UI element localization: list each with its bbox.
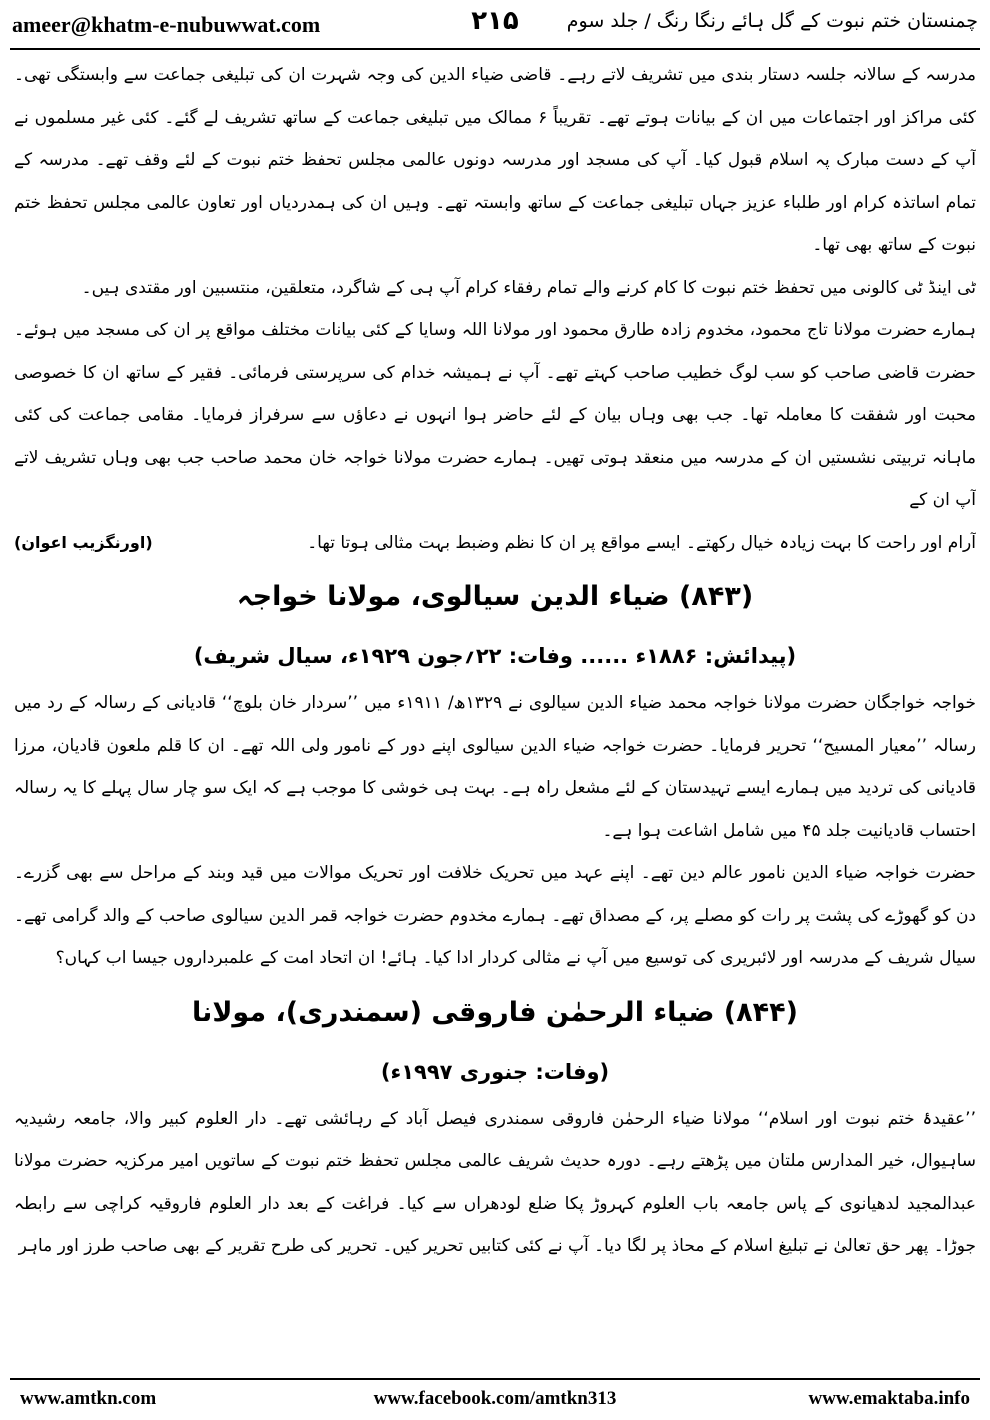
- page-header: [0, 0, 990, 50]
- footer-link-emaktaba[interactable]: www.emaktaba.info: [808, 1388, 970, 1409]
- entry-dates: (پیدائش: ۱۸۸۶ء ...... وفات: ۲۲؍جون ۱۹۲۹ء، سیال شریف): [193, 644, 797, 668]
- page-body: [14, 54, 976, 1374]
- closing-line-row: [14, 522, 976, 565]
- author-signature: (اورنگزیب اعوان): [14, 532, 153, 552]
- header-email: ameer@khatm-e-nubuwwat.com: [12, 12, 321, 37]
- paragraph: ’’عقیدۂ ختم نبوت اور اسلام‘‘ مولانا ضیاء الرحمٰن فاروقی سمندری فیصل آباد کے رہائشی تھے۔ دار العلوم کبیر والا، جامعہ رشیدیہ ساہیوال، خیر المدارس ملتان میں پڑھتے رہے۔ دورہ حدیث شریف عالمی مجلس تحفظ ختم نبوت کے ساتویں امیر مرکزیہ حضرت مولانا عبدالمجید لدھیانوی کے پاس جامعہ باب العلوم کہروڑ پکا ضلع لودھراں سے کیا۔ فراغت کے بعد دار العلوم فاروقیہ کراچی سے رابطہ جوڑا۔ پھر حق تعالیٰ نے تبلیغ اسلام کے محاذ پر لگا دیا۔ آپ نے کئی کتابیں تحریر کیں۔ تحریر کی طرح تقریر کے بھی صاحب طرز اور ماہر: [14, 1108, 976, 1256]
- paragraph: خواجہ خواجگان حضرت مولانا خواجہ محمد ضیاء الدین سیالوی نے ۱۳۲۹ھ/ ۱۹۱۱ء میں ’’سردار خان بلوچ‘‘ قادیانی کے رسالہ کے رد میں رسالہ ’’معیار المسیح‘‘ تحریر فرمایا۔ حضرت خواجہ ضیاء الدین سیالوی اپنے دور کے نامور ولی اللہ تھے۔ ان کا قلم ملعون قادیان، مرزا قادیانی کی تردید میں ہمارے ایسے تہیدستان کے لئے مشعل راہ ہے۔ بہت ہی خوشی کا موجب ہے کہ ایک سو چار سال پہلے کا یہ رسالہ احتساب قادیانیت جلد ۴۵ میں شامل اشاعت ہوا ہے۔: [14, 693, 976, 841]
- entry-heading: (۸۴۴) ضیاء الرحمٰن فاروقی (سمندری)، مولانا: [192, 996, 798, 1028]
- page-number: ۲۱۵: [471, 6, 519, 36]
- header-divider: [10, 48, 980, 50]
- page-footer: [0, 1384, 990, 1420]
- paragraph: ہمارے حضرت مولانا تاج محمود، مخدوم زادہ طارق محمود اور مولانا اللہ وسایا کے کئی بیانات مختلف مواقع پر ان کی مسجد میں ہوئے۔ حضرت قاضی صاحب کو سب لوگ خطیب صاحب کہتے تھے۔ آپ نے ہمیشہ خدام کی سرپرستی فرمائی۔ فقیر کے ساتھ ان کا خصوصی محبت اور شفقت کا معاملہ تھا۔ جب بھی وہاں بیان کے لئے حاضر ہوا انہوں نے دعاؤں سے سرفراز فرمایا۔ مقامی جماعت کی کئی ماہانہ تربیتی نشستیں ان کے مدرسہ میں منعقد ہوتی تھیں۔ ہمارے حضرت مولانا خواجہ خان محمد صاحب جب بھی وہاں تشریف لاتے آپ ان کے: [14, 320, 976, 510]
- entry-heading: (۸۴۳) ضیاء الدین سیالوی، مولانا خواجہ: [236, 581, 754, 612]
- paragraph: ٹی اینڈ ٹی کالونی میں تحفظ ختم نبوت کا کام کرنے والے تمام رفقاء کرام آپ ہی کے شاگرد، متعلقین، منتسبین اور مقتدی ہیں۔: [81, 277, 976, 298]
- entry-dates: (وفات: جنوری ۱۹۹۷ء): [380, 1059, 610, 1084]
- footer-link-amtkn[interactable]: www.amtkn.com: [20, 1388, 157, 1409]
- footer-divider: [10, 1378, 980, 1380]
- closing-line: آرام اور راحت کا بہت زیادہ خیال رکھتے۔ ایسے مواقع پر ان کا نظم وضبط بہت مثالی ہوتا تھا۔: [307, 532, 976, 553]
- book-title: چمنستان ختم نبوت کے گل ہائے رنگا رنگ / جلد سوم: [566, 10, 978, 32]
- paragraph: مدرسہ کے سالانہ جلسہ دستار بندی میں تشریف لاتے رہے۔ قاضی ضیاء الدین کی وجہ شہرت ان کی تبلیغی جماعت سے وابستگی تھی۔ کئی مراکز اور اجتماعات میں ان کے بیانات ہوتے تھے۔ تقریباً ۶ ممالک میں تبلیغی جماعت کے ساتھ تشریف لے گئے۔ کئی غیر مسلموں نے آپ کے دست مبارک پہ اسلام قبول کیا۔ آپ کی مسجد اور مدرسہ دونوں عالمی مجلس تحفظ ختم نبوت کے لئے وقف تھے۔ مدرسہ کے تمام اساتذہ کرام اور طلباء عزیز جہاں تبلیغی جماعت کے ساتھ وابستہ تھے۔ وہیں ان کی ہمدردیاں اور تعاون عالمی مجلس تحفظ ختم نبوت کے ساتھ بھی تھا۔: [14, 65, 976, 255]
- paragraph: حضرت خواجہ ضیاء الدین نامور عالم دین تھے۔ اپنے عہد میں تحریک خلافت اور تحریک موالات میں قید وبند کے مراحل سے بھی گزرے۔ دن کو گھوڑے کی پشت پر رات کو مصلے پر، کے مصداق تھے۔ ہمارے مخدوم حضرت خواجہ قمر الدین سیالوی صاحب کے والد گرامی تھے۔ سیال شریف کے مدرسہ اور لائبریری کی توسیع میں آپ نے مثالی کردار ادا کیا۔ ہائے! ان اتحاد امت کے علمبرداروں جیسا اب کہاں؟: [14, 863, 976, 968]
- footer-link-facebook[interactable]: www.facebook.com/amtkn313: [373, 1388, 617, 1409]
